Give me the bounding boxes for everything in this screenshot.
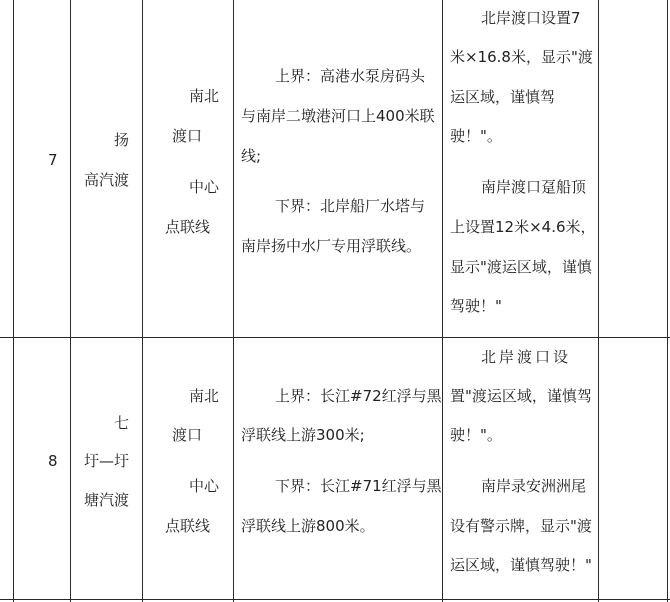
grid-line-h <box>0 337 670 338</box>
row-7-signs: 上设置12米×4.6米， <box>450 218 596 236</box>
row-7-signs: 运区域，谨慎驾 <box>450 88 556 106</box>
row-8-basis: 点联线 <box>165 517 211 535</box>
row-7-bounds: 下界：北岸船厂水塔与 <box>275 197 426 215</box>
grid-line-v <box>70 0 71 602</box>
row-7-signs: 南岸渡口趸船顶 <box>481 178 587 196</box>
row-7-basis: 点联线 <box>165 218 211 236</box>
row-7-bounds: 南岸扬中水厂专用浮联线。 <box>241 237 422 255</box>
row-7-number: 7 <box>48 151 58 169</box>
row-8-name: 圩—圩 <box>84 452 130 470</box>
row-8-number: 8 <box>48 452 58 470</box>
row-7-basis: 南北 <box>189 87 220 105</box>
row-8-signs: 设有警示牌，显示"渡 <box>450 517 592 535</box>
row-7-signs: 驾驶！" <box>450 297 502 315</box>
grid-line-v <box>142 0 143 602</box>
row-8-bounds: 浮联线上游800米。 <box>241 517 375 535</box>
row-7-name: 扬 <box>114 131 130 149</box>
row-8-basis: 中心 <box>189 477 220 495</box>
row-7-bounds: 线; <box>241 147 262 165</box>
row-7-signs: 米×16.8米，显示"渡 <box>450 48 593 66</box>
row-8-name: 七 <box>114 414 130 432</box>
row-7-signs: 显示"渡运区域，谨慎 <box>450 258 592 276</box>
row-8-basis: 南北 <box>189 387 220 405</box>
row-8-bounds: 上界：长江#72红浮与黑 <box>275 387 442 405</box>
row-7-basis: 渡口 <box>172 127 203 145</box>
row-8-bounds: 下界：长江#71红浮与黑 <box>275 477 442 495</box>
grid-line-v <box>667 0 668 602</box>
row-7-bounds: 与南岸二墩港河口上400米联 <box>241 107 435 125</box>
row-8-bounds: 浮联线上游300米; <box>241 426 365 444</box>
row-7-name: 高汽渡 <box>84 171 130 189</box>
row-8-signs: 北岸渡口设 <box>481 348 572 366</box>
row-7-signs: 北岸渡口设置7 <box>481 9 581 27</box>
grid-line-v <box>13 0 14 602</box>
grid-line-v <box>598 0 599 602</box>
row-8-signs: 南岸录安洲洲尾 <box>481 477 587 495</box>
row-8-signs: 运区域，谨慎驾驶！" <box>450 556 592 574</box>
grid-line-v <box>442 0 443 602</box>
row-8-name: 塘汽渡 <box>84 491 130 509</box>
row-7-signs: 驶！"。 <box>450 127 502 145</box>
row-8-signs: 驶！"。 <box>450 426 502 444</box>
grid-line-v <box>233 0 234 602</box>
row-7-bounds: 上界：高港水泵房码头 <box>275 67 426 85</box>
grid-line-h <box>0 599 670 600</box>
row-8-signs: 置"渡运区域，谨慎驾 <box>450 387 592 405</box>
row-8-basis: 渡口 <box>172 426 203 444</box>
row-7-basis: 中心 <box>189 178 220 196</box>
